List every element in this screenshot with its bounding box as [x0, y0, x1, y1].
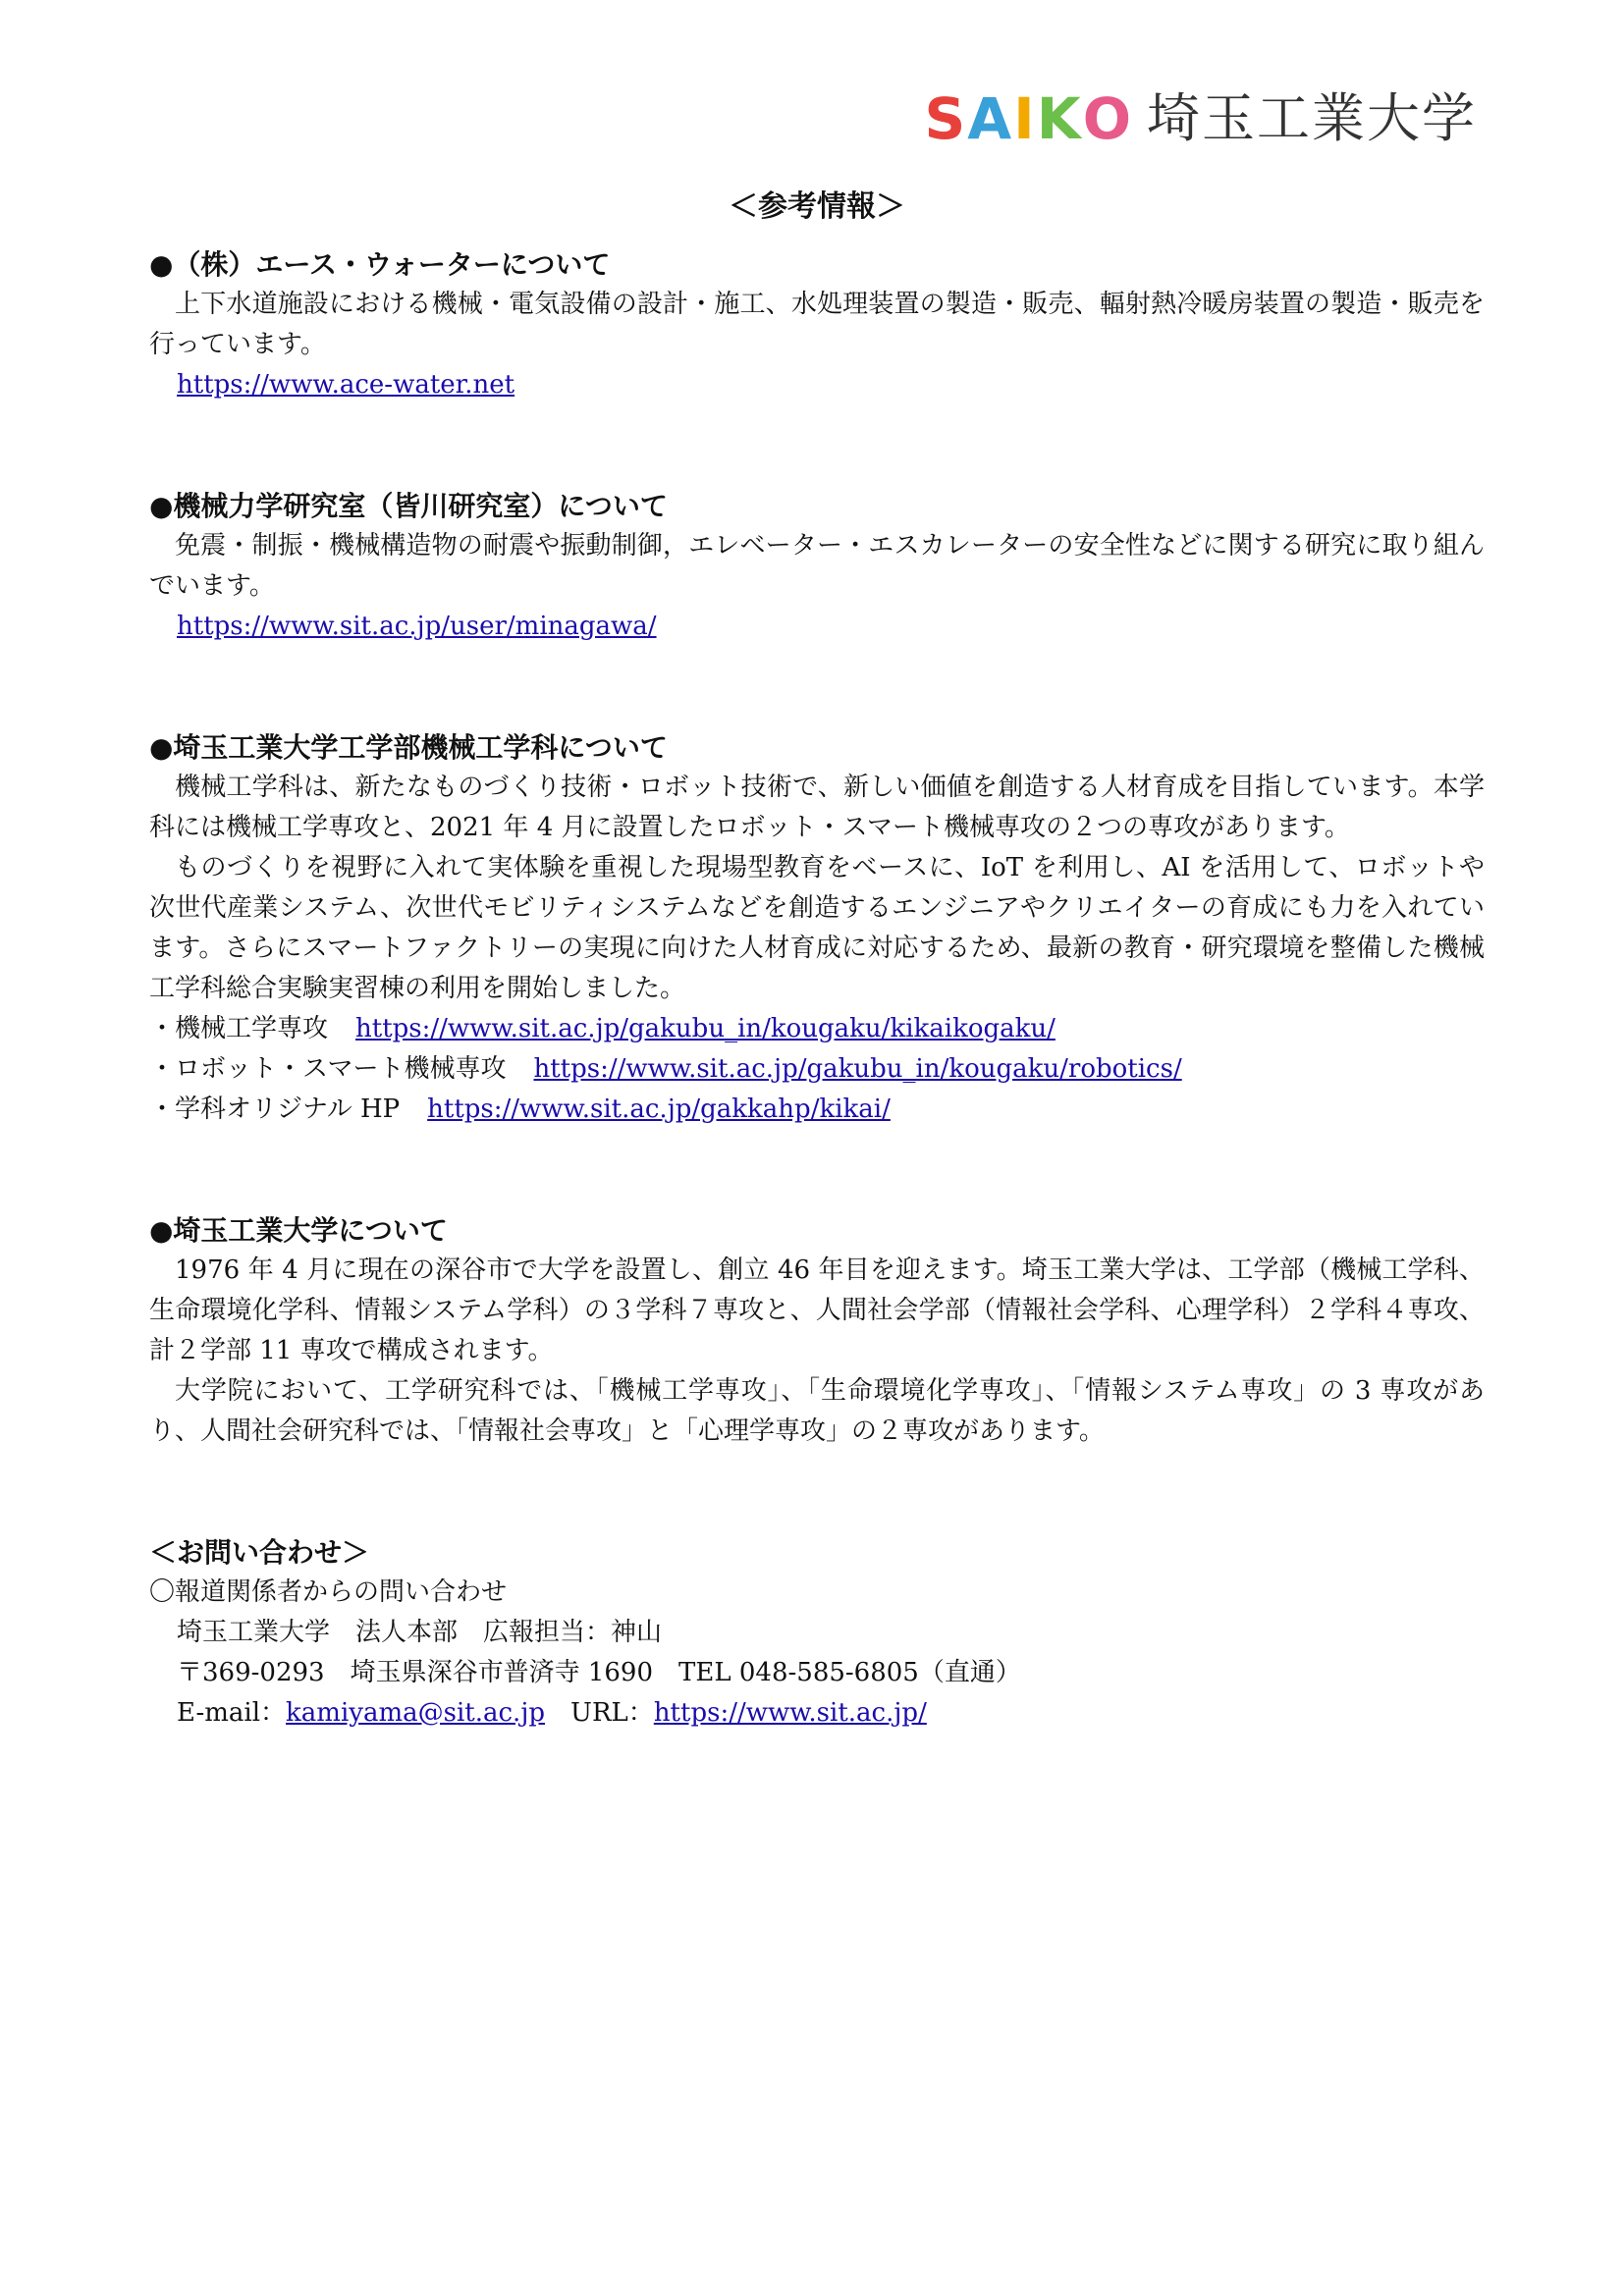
section-heading: ●（株）エース・ウォーターについて: [149, 248, 611, 281]
url-label: URL：: [570, 1698, 654, 1728]
section-paragraph: 免震・制振・機械構造物の耐震や振動制御，エレベーター・エスカレーターの安全性などに関する研究に取り組んでいます。: [149, 531, 1485, 601]
logo-letter-a: A: [967, 85, 1014, 152]
contact-email-url: [149, 1693, 1485, 1734]
spacer: [149, 1130, 1485, 1210]
section-university: [149, 1210, 1485, 1452]
header-logo: [924, 85, 1477, 152]
section-paragraph: 上下水道施設における機械・電気設備の設計・施工、水処理装置の製造・販売、輻射熱冷暖房装置の製造・販売を行っています。: [149, 290, 1485, 359]
logo-letter-s: S: [924, 85, 968, 152]
section-paragraph: 機械工学科は、新たなものづくり技術・ロボット技術で、新しい価値を創造する人材育成を目指しています。本学科には機械工学専攻と、2021 年 4 月に設置したロボット・スマート機械専攻の２つの専攻があります。: [149, 773, 1485, 842]
contact-subheading: 〇報道関係者からの問い合わせ: [149, 1577, 508, 1607]
section-paragraph: 大学院において、工学研究科では、「機械工学専攻」、「生命環境化学専攻」、「情報システム専攻」の 3 専攻があり、人間社会研究科では、「情報社会専攻」と「心理学専攻」の２専攻があります。: [149, 1376, 1485, 1446]
minagawa-lab-link[interactable]: https://www.sit.ac.jp/user/minagawa/: [177, 612, 657, 641]
document-body: [149, 187, 1485, 1734]
spacer: [149, 647, 1485, 727]
section-ace-water: [149, 244, 1485, 405]
logo-letter-o: O: [1082, 85, 1133, 152]
email-label: E-mail：: [177, 1698, 287, 1728]
contact-heading: ＜お問い合わせ＞: [149, 1536, 370, 1569]
section-paragraph: ものづくりを視野に入れて実体験を重視した現場型教育をベースに、IoT を利用し、AI を活用して、ロボットや次世代産業システム、次世代モビリティシステムなどを創造するエンジニアやクリエイターの育成にも力を入れています。さらにスマートファクトリーの実現に向けた人材育成に対応するため、最新の教育・研究環境を整備した機械工学科総合実験実習棟の利用を開始しました。: [149, 853, 1485, 1003]
university-url-link[interactable]: https://www.sit.ac.jp/: [653, 1698, 927, 1728]
dept-link-item: [149, 1049, 1485, 1090]
kikaikogaku-link[interactable]: https://www.sit.ac.jp/gakubu_in/kougaku/kikaikogaku/: [355, 1014, 1056, 1043]
section-mechanical-dept: [149, 727, 1485, 1130]
section-heading: ●機械力学研究室（皆川研究室）について: [149, 490, 668, 522]
spacer: [149, 405, 1485, 486]
dept-link-label: ・ロボット・スマート機械専攻: [149, 1054, 507, 1084]
section-heading: ●埼玉工業大学について: [149, 1214, 448, 1247]
contact-org: 埼玉工業大学 法人本部 広報担当：神山: [177, 1618, 663, 1647]
dept-link-item: [149, 1009, 1485, 1049]
dept-link-label: ・学科オリジナル HP: [149, 1095, 401, 1124]
section-heading: ●埼玉工業大学工学部機械工学科について: [149, 731, 668, 764]
spacer: [149, 1452, 1485, 1532]
section-link-line: [149, 365, 1485, 405]
saiko-logo-mark: [924, 85, 1133, 152]
robotics-link[interactable]: https://www.sit.ac.jp/gakubu_in/kougaku/robotics/: [533, 1054, 1182, 1084]
dept-link-label: ・機械工学専攻: [149, 1014, 329, 1043]
ace-water-link[interactable]: https://www.ace-water.net: [177, 370, 515, 400]
page-title: ＜参考情報＞: [729, 189, 905, 224]
logo-letter-k: K: [1036, 85, 1083, 152]
dept-link-item: [149, 1090, 1485, 1130]
section-contact: [149, 1532, 1485, 1734]
section-paragraph: 1976 年 4 月に現在の深谷市で大学を設置し、創立 46 年目を迎えます。埼玉工業大学は、工学部（機械工学科、生命環境化学科、情報システム学科）の３学科７専攻と、人間社会学部（情報社会学科、心理学科）２学科４専攻、計２学部 11 専攻で構成されます。: [149, 1255, 1485, 1365]
email-link[interactable]: kamiyama@sit.ac.jp: [286, 1698, 546, 1728]
university-name-logo: 埼玉工業大学: [1147, 87, 1477, 149]
section-link-line: [149, 607, 1485, 647]
contact-address: 〒369-0293 埼玉県深谷市普済寺 1690 TEL 048-585-6805（直通）: [177, 1658, 1021, 1687]
section-minagawa-lab: [149, 486, 1485, 647]
dept-homepage-link[interactable]: https://www.sit.ac.jp/gakkahp/kikai/: [427, 1095, 891, 1124]
logo-letter-i: I: [1013, 85, 1037, 152]
